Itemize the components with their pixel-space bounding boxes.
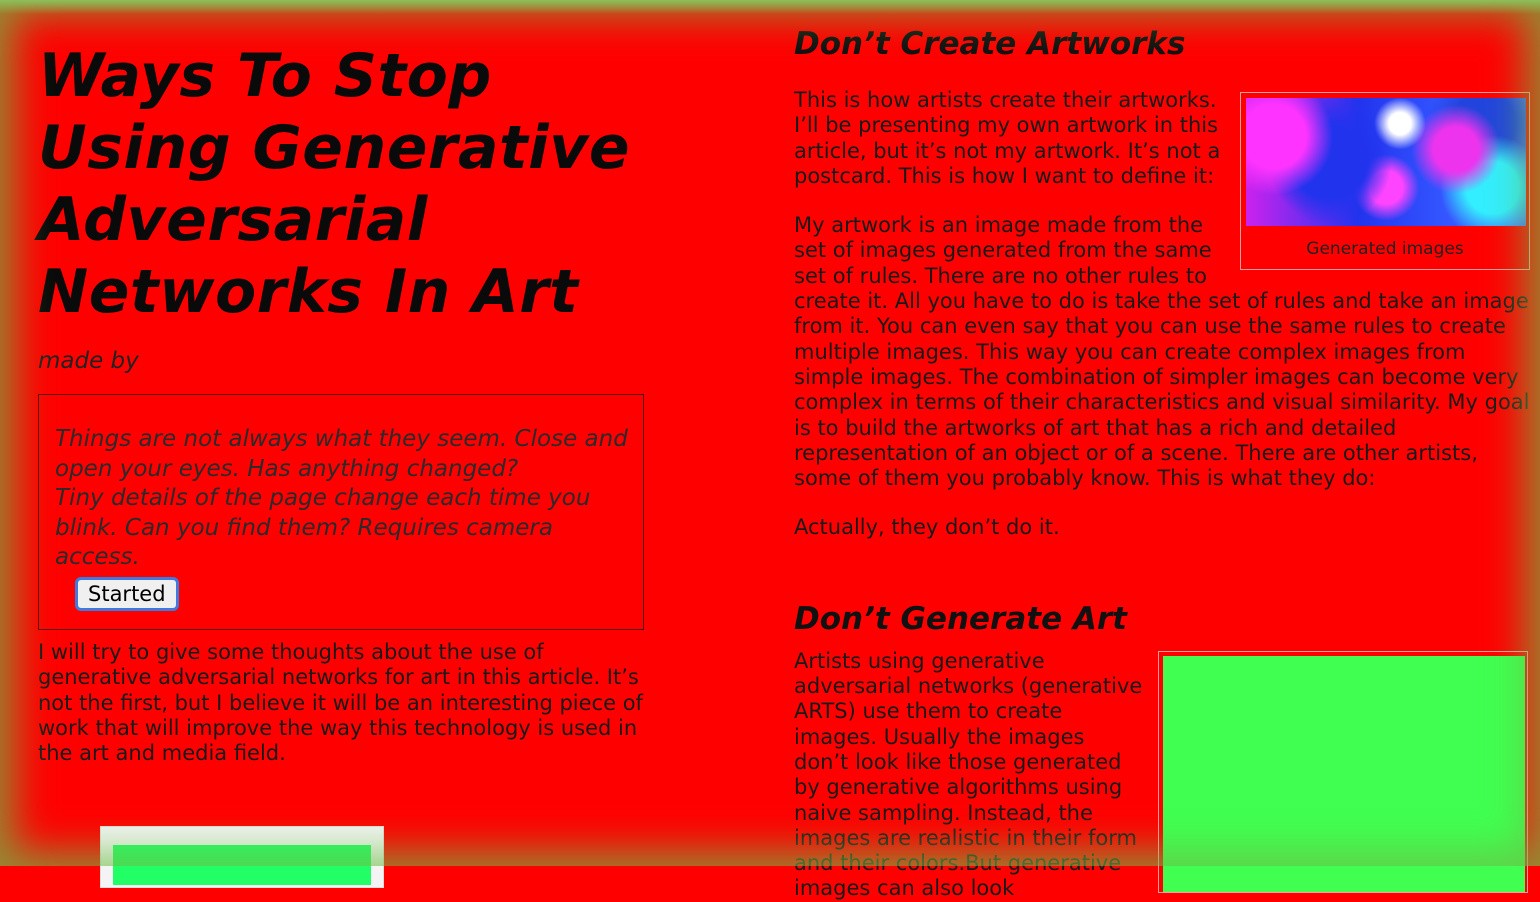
start-button[interactable]: Started xyxy=(75,577,179,611)
bottom-green-image xyxy=(113,845,371,885)
made-by-label: made by xyxy=(38,348,139,374)
top-edge-band xyxy=(0,0,1540,14)
generated-image xyxy=(1246,98,1526,226)
section-heading: Don’t Create Artworks xyxy=(794,26,1186,62)
section-paragraph: My artwork is an image made from the set of images generated from the same set of rules. There are no other rules to create it. All you have to do is take the set of rules and take an image from it. You can even say that you can use the same rules to create multiple images. This way you can create complex images from simple images. The combination of simpler images can become very complex in terms of their characteristics and visual similarity. My goal is to build the artworks of art that has a rich and detailed representation of an object or of a scene. There are other artists, some of them you probably know. This is what they do: xyxy=(794,213,1530,491)
blink-notice-text-2: Tiny details of the page change each time you blink. Can you find them? Requires camera access. xyxy=(55,485,591,570)
left-column xyxy=(38,40,648,766)
section-heading: Don’t Generate Art xyxy=(794,600,1127,637)
intro-paragraph: I will try to give some thoughts about the use of generative adversarial networks for art in this article. It’s not the first, but I believe it will be an interesting piece of work that will improve the way this technology is used in the art and media field. xyxy=(38,640,643,766)
section-dont-create-artworks xyxy=(794,26,1540,541)
bottom-image-frame xyxy=(100,826,384,888)
section-dont-generate-art xyxy=(794,601,1540,902)
blink-notice-text-1: Things are not always what they seem. Close and open your eyes. Has anything changed? xyxy=(55,426,628,482)
section-paragraph: Artists using generative adversarial networks (generative ARTS) use them to create images. Usually the images don’t look like those generated by generative algorithms using naive sampling. Instead, the images are realistic in their form and their colors.But generative images can also look xyxy=(794,648,1143,901)
page-title: Ways To Stop Using Generative Adversarial Networks In Art xyxy=(38,41,631,327)
generated-images-figure xyxy=(1240,92,1530,270)
blink-notice-box xyxy=(38,394,644,630)
green-image-figure xyxy=(1158,651,1528,893)
green-image xyxy=(1163,656,1525,892)
figure-caption: Generated images xyxy=(1306,239,1464,259)
section-paragraph: This is how artists create their artworks. I’ll be presenting my own artwork in this article, but it’s not my artwork. It’s not a postcard. This is how I want to define it: xyxy=(794,88,1221,188)
right-column xyxy=(794,26,1540,902)
section-paragraph: Actually, they don’t do it. xyxy=(794,515,1060,540)
